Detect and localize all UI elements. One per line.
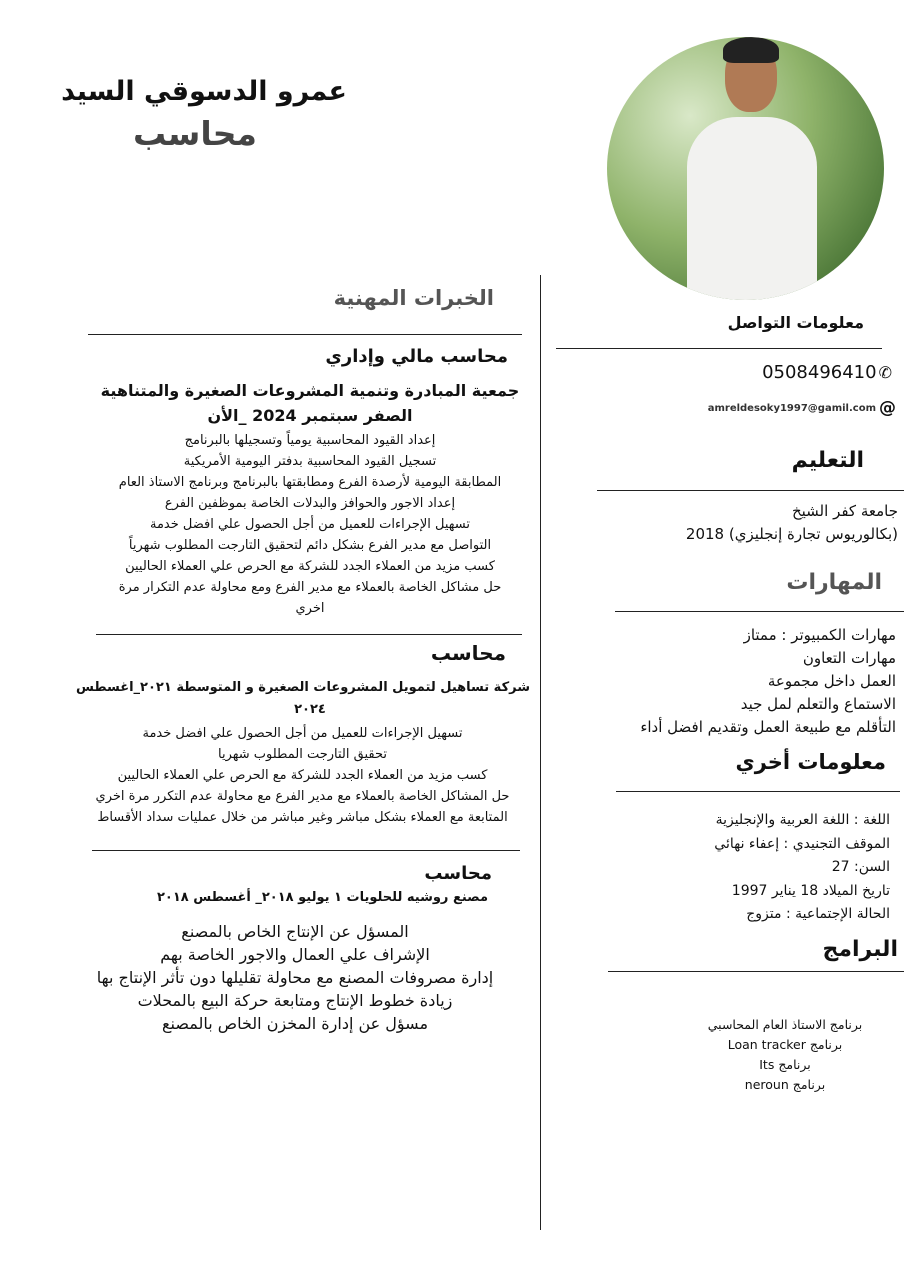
divider [88, 334, 522, 335]
other-info-list [714, 809, 890, 927]
duty: التواصل مع مدير الفرع بشكل دائم لتحقيق التارجت المطلوب شهرياً [128, 538, 492, 553]
job-2-org [75, 677, 530, 721]
education-heading: التعليم [791, 448, 864, 473]
divider [556, 348, 882, 349]
divider [92, 850, 520, 851]
program: برنامج neroun [744, 1077, 826, 1092]
duty: تسهيل الإجراءات للعميل من أجل الحصول علي افضل خدمة [142, 726, 463, 741]
university: جامعة كفر الشيخ [791, 502, 898, 520]
skills-heading: المهارات [786, 570, 882, 595]
org-line: شركة تساهيل لتمويل المشروعات الصغيرة و المتوسطة ٢٠٢١_اغسطس [75, 680, 530, 695]
duty: مسؤل عن إدارة المخزن الخاص بالمصنع [161, 1014, 429, 1033]
job-1-org [100, 378, 520, 428]
duty: تسجيل القيود المحاسبية بدفتر اليومية الأمريكية [183, 454, 437, 469]
programs-heading: البرامج [822, 937, 898, 962]
duty: تحقيق التارجت المطلوب شهريا [218, 747, 387, 762]
skill: العمل داخل مجموعة [767, 672, 896, 690]
skill: الاستماع والتعلم لمل جيد [740, 695, 896, 713]
skills-list [640, 624, 896, 739]
experience-heading: الخبرات المهنية [333, 286, 494, 310]
contact-heading: معلومات التواصل [727, 313, 864, 332]
other-info-heading: معلومات أخري [735, 750, 886, 774]
duty: كسب مزيد من العملاء الجدد للشركة مع الحرص علي العملاء الحاليين [125, 559, 495, 574]
duty: المتابعة مع العملاء بشكل مباشر وغير مباشر من خلال عمليات سداد الأقساط [97, 810, 508, 825]
program: برنامج Its [759, 1057, 811, 1072]
duty: حل مشاكل الخاصة بالعملاء مع مدير الفرع ومع محاولة عدم التكرار مرة [118, 580, 502, 595]
skill: التأقلم مع طبيعة العمل وتقديم افضل أداء [640, 718, 896, 736]
duty: اخري [295, 601, 325, 616]
phone-row [762, 362, 892, 383]
job-title: محاسب [133, 114, 257, 153]
info-item: الموقف التجنيدي : إعفاء نهائي [714, 835, 890, 852]
profile-photo [607, 37, 884, 300]
duty: تسهيل الإجراءات للعميل من أجل الحصول علي افضل خدمة [149, 517, 471, 532]
column-divider [540, 275, 541, 1230]
job-2-title: محاسب [430, 641, 506, 665]
programs-list [680, 1015, 890, 1095]
job-1-title: محاسب مالي وإداري [325, 346, 508, 367]
info-item: الحالة الإجتماعية : متزوج [746, 906, 890, 922]
phone-number[interactable]: 0508496410 [762, 362, 877, 383]
education-details [686, 500, 898, 546]
divider [616, 791, 900, 792]
program: برنامج Loan tracker [727, 1037, 843, 1052]
duty: المسؤل عن الإنتاج الخاص بالمصنع [181, 922, 409, 941]
info-item: تاريخ الميلاد 18 يناير 1997 [731, 882, 890, 899]
info-item: السن: 27 [831, 859, 890, 875]
email-address[interactable]: amreldesoky1997@gamil.com [707, 402, 876, 414]
email-row [708, 398, 896, 418]
duty: إعداد القيود المحاسبية يومياً وتسجيلها بالبرنامج [184, 433, 436, 448]
divider [597, 490, 904, 491]
duty: الإشراف علي العمال والاجور الخاصة بهم [160, 945, 430, 964]
job-2-duties [75, 723, 530, 828]
skill: مهارات الكمبيوتر : ممتاز [743, 626, 896, 644]
duty: إعداد الاجور والحوافز والبدلات الخاصة بموظفين الفرع [164, 496, 456, 511]
job-1-duties [90, 430, 530, 619]
divider [615, 611, 904, 612]
duty: إدارة مصروفات المصنع مع محاولة تقليلها دون تأثر الإنتاج بها [96, 968, 494, 987]
divider [96, 634, 522, 635]
job-3-title: محاسب [424, 863, 492, 884]
program: برنامج الاستاذ العام المحاسبي [707, 1017, 863, 1032]
duty: كسب مزيد من العملاء الجدد للشركة مع الحرص علي العملاء الحاليين [117, 768, 488, 783]
degree: (بكالوريوس تجارة إنجليزي) 2018 [685, 525, 898, 543]
duty: زيادة خطوط الإنتاج ومتابعة حركة البيع بالمحلات [137, 991, 453, 1010]
at-icon: @ [879, 398, 896, 418]
org-line: جمعية المبادرة وتنمية المشروعات الصغيرة والمتناهية [100, 381, 520, 400]
duty: حل المشاكل الخاصة بالعملاء مع مدير الفرع مع محاولة عدم التكرر مرة اخري [95, 789, 510, 804]
duty: المطابقة اليومية لأرصدة الفرع ومطابقتها بالبرنامج وبرنامج الاستاذ العام [118, 475, 502, 490]
org-line: الصفر سبتمبر 2024 _الأن [207, 406, 413, 425]
org-line: ٢٠٢٤ [294, 702, 326, 717]
job-3-duties [70, 920, 520, 1035]
skill: مهارات التعاون [802, 649, 896, 667]
phone-icon: ✆ [878, 363, 892, 382]
divider [608, 971, 904, 972]
job-3-org: مصنع روشيه للحلويات ١ يوليو ٢٠١٨_ أغسطس ٢٠١٨ [156, 890, 488, 905]
info-item: اللغة : اللغة العربية والإنجليزية [715, 812, 890, 828]
person-name: عمرو الدسوقي السيد [61, 76, 347, 107]
